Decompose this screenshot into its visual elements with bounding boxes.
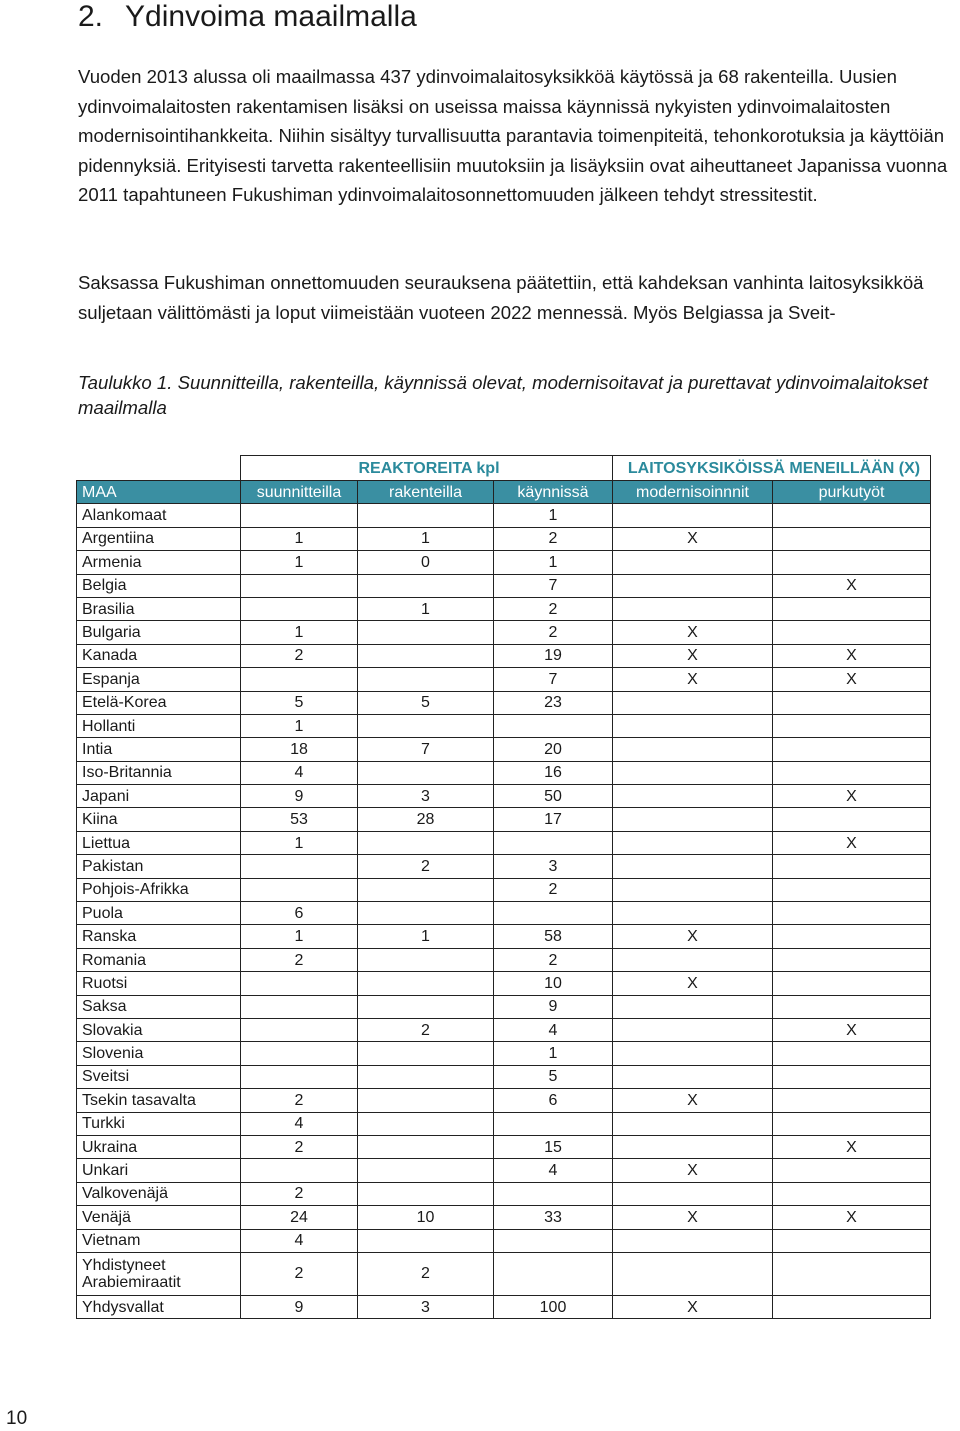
table-row <box>77 1135 931 1158</box>
country-cell: Vietnam <box>77 1229 241 1252</box>
modernisation-cell <box>613 948 773 971</box>
table-row <box>77 948 931 971</box>
operating-cell: 7 <box>494 574 613 597</box>
modernisation-cell: X <box>613 668 773 691</box>
table-row <box>77 1229 931 1252</box>
modernisation-cell: X <box>613 1295 773 1318</box>
operating-cell: 17 <box>494 808 613 831</box>
country-cell: Saksa <box>77 995 241 1018</box>
planned-cell <box>241 1018 358 1041</box>
modernisation-cell <box>613 1018 773 1041</box>
operating-cell: 4 <box>494 1018 613 1041</box>
table-row <box>77 1065 931 1088</box>
construction-cell: 3 <box>358 785 494 808</box>
decommissioning-cell <box>773 855 931 878</box>
construction-cell <box>358 1135 494 1158</box>
decommissioning-cell <box>773 504 931 527</box>
modernisation-cell <box>613 504 773 527</box>
operating-cell: 2 <box>494 597 613 620</box>
planned-cell: 4 <box>241 1112 358 1135</box>
table-row <box>77 1018 931 1041</box>
operating-cell <box>494 1229 613 1252</box>
planned-cell: 2 <box>241 644 358 667</box>
decommissioning-cell <box>773 925 931 948</box>
germany-paragraph: Saksassa Fukushiman onnettomuuden seurauksena päätettiin, että kahdeksan vanhinta laitosyksikköä suljetaan välittömästi ja loput viimeistään vuoteen 2022 mennessä. Myös Belgiassa ja Sveit- <box>78 272 924 323</box>
construction-cell <box>358 761 494 784</box>
country-cell: Yhdysvallat <box>77 1295 241 1318</box>
planned-cell <box>241 1065 358 1088</box>
operating-cell: 58 <box>494 925 613 948</box>
construction-cell: 28 <box>358 808 494 831</box>
modernisation-cell <box>613 808 773 831</box>
operating-cell: 3 <box>494 855 613 878</box>
operating-cell: 6 <box>494 1089 613 1112</box>
table-row <box>77 504 931 527</box>
construction-cell <box>358 902 494 925</box>
country-cell: Unkari <box>77 1159 241 1182</box>
decommissioning-cell: X <box>773 1135 931 1158</box>
construction-cell <box>358 878 494 901</box>
decommissioning-cell <box>773 1089 931 1112</box>
planned-cell: 6 <box>241 902 358 925</box>
construction-cell: 2 <box>358 1018 494 1041</box>
planned-cell <box>241 668 358 691</box>
operating-cell: 5 <box>494 1065 613 1088</box>
operating-cell <box>494 1112 613 1135</box>
column-header-decommissioning: purkutyöt <box>773 481 931 504</box>
section-heading <box>78 0 417 34</box>
construction-cell <box>358 714 494 737</box>
modernisation-cell <box>613 738 773 761</box>
section-title: Ydinvoima maailmalla <box>125 0 417 33</box>
country-cell: Turkki <box>77 1112 241 1135</box>
planned-cell: 53 <box>241 808 358 831</box>
planned-cell: 1 <box>241 925 358 948</box>
construction-cell <box>358 1159 494 1182</box>
table-row <box>77 761 931 784</box>
table-row <box>77 1295 931 1318</box>
modernisation-cell <box>613 1065 773 1088</box>
planned-cell: 4 <box>241 761 358 784</box>
decommissioning-cell: X <box>773 831 931 854</box>
table-row <box>77 925 931 948</box>
construction-cell <box>358 621 494 644</box>
country-cell: Puola <box>77 902 241 925</box>
modernisation-cell <box>613 551 773 574</box>
column-header-under-construction: rakenteilla <box>358 481 494 504</box>
construction-cell: 0 <box>358 551 494 574</box>
construction-cell <box>358 644 494 667</box>
modernisation-cell <box>613 691 773 714</box>
country-cell: Argentiina <box>77 527 241 550</box>
operating-cell: 100 <box>494 1295 613 1318</box>
decommissioning-cell: X <box>773 785 931 808</box>
table-row <box>77 644 931 667</box>
group-header-row <box>77 456 931 481</box>
construction-cell <box>358 1229 494 1252</box>
planned-cell <box>241 972 358 995</box>
construction-cell: 1 <box>358 925 494 948</box>
decommissioning-cell: X <box>773 644 931 667</box>
planned-cell: 1 <box>241 621 358 644</box>
construction-cell: 2 <box>358 855 494 878</box>
construction-cell <box>358 995 494 1018</box>
decommissioning-cell: X <box>773 1206 931 1229</box>
group-header-units: LAITOSYKSIKÖISSÄ MENEILLÄÄN (X) <box>613 456 931 481</box>
modernisation-cell <box>613 1182 773 1205</box>
planned-cell <box>241 878 358 901</box>
modernisation-cell: X <box>613 621 773 644</box>
construction-cell: 1 <box>358 527 494 550</box>
country-cell: Intia <box>77 738 241 761</box>
decommissioning-cell <box>773 738 931 761</box>
operating-cell <box>494 1252 613 1295</box>
table-row <box>77 855 931 878</box>
construction-cell <box>358 1182 494 1205</box>
country-cell: Venäjä <box>77 1206 241 1229</box>
table-row <box>77 878 931 901</box>
country-cell: Liettua <box>77 831 241 854</box>
operating-cell: 4 <box>494 1159 613 1182</box>
operating-cell: 10 <box>494 972 613 995</box>
decommissioning-cell <box>773 1159 931 1182</box>
table-row <box>77 1112 931 1135</box>
operating-cell: 20 <box>494 738 613 761</box>
planned-cell: 9 <box>241 1295 358 1318</box>
decommissioning-cell <box>773 995 931 1018</box>
planned-cell <box>241 574 358 597</box>
country-cell: Iso-Britannia <box>77 761 241 784</box>
decommissioning-cell <box>773 1229 931 1252</box>
operating-cell: 1 <box>494 551 613 574</box>
planned-cell <box>241 995 358 1018</box>
construction-cell <box>358 668 494 691</box>
intro-paragraph: Vuoden 2013 alussa oli maailmassa 437 ydinvoimalaitosyksikköä käytössä ja 68 rakenteilla. Uusien ydinvoimalaitosten rakentamisen lisäksi on useissa maissa käynnissä nykyisten ydinvoimalaitosten modernisointihankkeita. Niihin sisältyy turvallisuutta parantavia toimenpiteitä, tehonkorotuksia ja käyttöiän pidennyksiä. Erityisesti tarvetta rakenteellisiin muutoksiin ja lisäyksiin ovat aiheuttaneet Japanissa vuonna 2011 tapahtuneen Fukushiman ydinvoimalaitosonnettomuuden jälkeen tehdyt stressitestit. <box>78 66 948 205</box>
operating-cell: 15 <box>494 1135 613 1158</box>
decommissioning-cell <box>773 621 931 644</box>
modernisation-cell <box>613 1042 773 1065</box>
planned-cell: 1 <box>241 527 358 550</box>
construction-cell: 10 <box>358 1206 494 1229</box>
table-row <box>77 1042 931 1065</box>
decommissioning-cell <box>773 1065 931 1088</box>
table-row <box>77 972 931 995</box>
operating-cell: 33 <box>494 1206 613 1229</box>
country-cell: Alankomaat <box>77 504 241 527</box>
decommissioning-cell: X <box>773 668 931 691</box>
table-row <box>77 1159 931 1182</box>
operating-cell: 2 <box>494 621 613 644</box>
planned-cell: 4 <box>241 1229 358 1252</box>
table-row <box>77 574 931 597</box>
construction-cell <box>358 1065 494 1088</box>
modernisation-cell <box>613 597 773 620</box>
table-row <box>77 551 931 574</box>
operating-cell: 1 <box>494 1042 613 1065</box>
table-row <box>77 785 931 808</box>
country-cell: Ruotsi <box>77 972 241 995</box>
modernisation-cell <box>613 1135 773 1158</box>
column-header-planned: suunnitteilla <box>241 481 358 504</box>
decommissioning-cell <box>773 1295 931 1318</box>
decommissioning-cell <box>773 1042 931 1065</box>
country-cell: Romania <box>77 948 241 971</box>
modernisation-cell <box>613 574 773 597</box>
country-cell: Slovenia <box>77 1042 241 1065</box>
modernisation-cell: X <box>613 925 773 948</box>
country-cell: Tsekin tasavalta <box>77 1089 241 1112</box>
decommissioning-cell <box>773 691 931 714</box>
construction-cell <box>358 504 494 527</box>
table-row <box>77 597 931 620</box>
table-row <box>77 668 931 691</box>
planned-cell: 2 <box>241 1182 358 1205</box>
country-cell: Hollanti <box>77 714 241 737</box>
decommissioning-cell: X <box>773 574 931 597</box>
operating-cell: 23 <box>494 691 613 714</box>
modernisation-cell: X <box>613 1089 773 1112</box>
construction-cell: 2 <box>358 1252 494 1295</box>
construction-cell <box>358 972 494 995</box>
operating-cell: 2 <box>494 948 613 971</box>
country-cell: Japani <box>77 785 241 808</box>
operating-cell <box>494 1182 613 1205</box>
construction-cell <box>358 1089 494 1112</box>
construction-cell: 5 <box>358 691 494 714</box>
planned-cell: 5 <box>241 691 358 714</box>
operating-cell <box>494 831 613 854</box>
planned-cell: 9 <box>241 785 358 808</box>
modernisation-cell: X <box>613 644 773 667</box>
operating-cell: 1 <box>494 504 613 527</box>
decommissioning-cell <box>773 551 931 574</box>
operating-cell: 16 <box>494 761 613 784</box>
planned-cell: 1 <box>241 551 358 574</box>
planned-cell <box>241 855 358 878</box>
decommissioning-cell <box>773 878 931 901</box>
modernisation-cell <box>613 1112 773 1135</box>
decommissioning-cell <box>773 808 931 831</box>
column-header-modernisation: modernisoinnnit <box>613 481 773 504</box>
table-row <box>77 691 931 714</box>
table-row <box>77 831 931 854</box>
country-cell: Yhdistyneet Arabiemiraatit <box>77 1252 241 1295</box>
table-row <box>77 527 931 550</box>
planned-cell <box>241 504 358 527</box>
country-cell: Brasilia <box>77 597 241 620</box>
planned-cell <box>241 1159 358 1182</box>
construction-cell <box>358 831 494 854</box>
operating-cell: 7 <box>494 668 613 691</box>
planned-cell: 24 <box>241 1206 358 1229</box>
decommissioning-cell <box>773 1252 931 1295</box>
group-header-reactors: REAKTOREITA kpl <box>241 456 613 481</box>
planned-cell <box>241 597 358 620</box>
planned-cell <box>241 1042 358 1065</box>
nuclear-plants-table <box>76 455 931 1319</box>
country-cell: Pohjois-Afrikka <box>77 878 241 901</box>
construction-cell: 7 <box>358 738 494 761</box>
operating-cell: 2 <box>494 527 613 550</box>
operating-cell: 50 <box>494 785 613 808</box>
table-row <box>77 1089 931 1112</box>
country-cell: Valkovenäjä <box>77 1182 241 1205</box>
modernisation-cell <box>613 1229 773 1252</box>
modernisation-cell: X <box>613 1159 773 1182</box>
country-cell: Espanja <box>77 668 241 691</box>
column-header-row <box>77 481 931 504</box>
country-cell: Slovakia <box>77 1018 241 1041</box>
table-row <box>77 995 931 1018</box>
decommissioning-cell <box>773 527 931 550</box>
table-row <box>77 621 931 644</box>
modernisation-cell: X <box>613 527 773 550</box>
country-cell: Pakistan <box>77 855 241 878</box>
country-cell: Ranska <box>77 925 241 948</box>
table-caption: Taulukko 1. Suunnitteilla, rakenteilla, käynnissä olevat, modernisoitavat ja purettavat ydinvoimalaitokset maailmalla <box>78 372 928 418</box>
modernisation-cell <box>613 878 773 901</box>
country-cell: Ukraina <box>77 1135 241 1158</box>
operating-cell: 2 <box>494 878 613 901</box>
column-header-operating: käynnissä <box>494 481 613 504</box>
modernisation-cell <box>613 785 773 808</box>
planned-cell: 1 <box>241 831 358 854</box>
planned-cell: 2 <box>241 1135 358 1158</box>
decommissioning-cell <box>773 761 931 784</box>
table-row <box>77 808 931 831</box>
table-row <box>77 1206 931 1229</box>
planned-cell: 18 <box>241 738 358 761</box>
country-cell: Armenia <box>77 551 241 574</box>
modernisation-cell <box>613 714 773 737</box>
construction-cell: 1 <box>358 597 494 620</box>
column-header-country: MAA <box>77 481 241 504</box>
country-cell: Belgia <box>77 574 241 597</box>
page-number: 10 <box>6 1408 28 1429</box>
table-row <box>77 1182 931 1205</box>
country-cell: Kiina <box>77 808 241 831</box>
country-cell: Bulgaria <box>77 621 241 644</box>
planned-cell: 2 <box>241 948 358 971</box>
construction-cell: 3 <box>358 1295 494 1318</box>
construction-cell <box>358 574 494 597</box>
modernisation-cell <box>613 831 773 854</box>
table-row <box>77 1252 931 1295</box>
modernisation-cell <box>613 902 773 925</box>
operating-cell: 19 <box>494 644 613 667</box>
construction-cell <box>358 1042 494 1065</box>
country-cell: Sveitsi <box>77 1065 241 1088</box>
decommissioning-cell <box>773 902 931 925</box>
planned-cell: 2 <box>241 1089 358 1112</box>
modernisation-cell: X <box>613 972 773 995</box>
decommissioning-cell <box>773 1182 931 1205</box>
planned-cell: 1 <box>241 714 358 737</box>
decommissioning-cell: X <box>773 1018 931 1041</box>
decommissioning-cell <box>773 597 931 620</box>
operating-cell: 9 <box>494 995 613 1018</box>
decommissioning-cell <box>773 714 931 737</box>
section-number: 2. <box>78 0 104 33</box>
table-row <box>77 902 931 925</box>
decommissioning-cell <box>773 948 931 971</box>
modernisation-cell <box>613 995 773 1018</box>
operating-cell <box>494 714 613 737</box>
planned-cell: 2 <box>241 1252 358 1295</box>
country-cell: Etelä-Korea <box>77 691 241 714</box>
decommissioning-cell <box>773 1112 931 1135</box>
construction-cell <box>358 1112 494 1135</box>
modernisation-cell <box>613 761 773 784</box>
table-row <box>77 738 931 761</box>
modernisation-cell <box>613 1252 773 1295</box>
table-row <box>77 714 931 737</box>
operating-cell <box>494 902 613 925</box>
decommissioning-cell <box>773 972 931 995</box>
modernisation-cell <box>613 855 773 878</box>
country-cell: Kanada <box>77 644 241 667</box>
modernisation-cell: X <box>613 1206 773 1229</box>
construction-cell <box>358 948 494 971</box>
